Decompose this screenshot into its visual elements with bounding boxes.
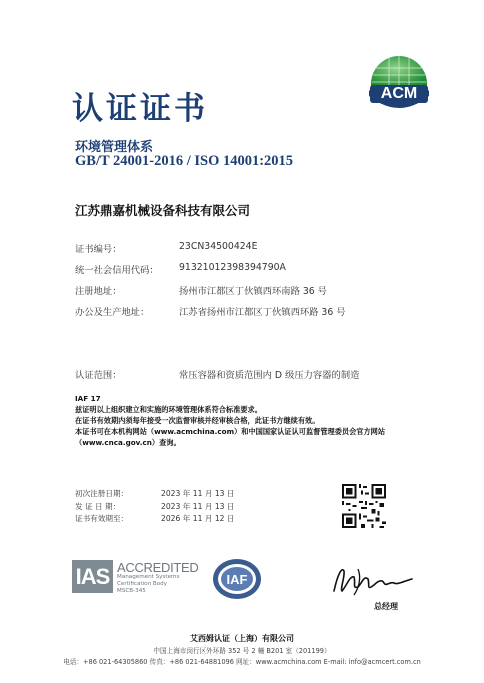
acm-logo <box>361 44 437 120</box>
footer-company: 艾西姆认证（上海）有限公司 <box>190 634 294 643</box>
signatory-title: 总经理 <box>374 602 398 611</box>
date-value: 2023 年 11 月 13 日 <box>161 489 235 498</box>
scope-value: 常压容器和资质范围内 D 级压力容器的制造 <box>179 370 360 381</box>
iaf-mark-text: IAF <box>226 572 248 587</box>
management-system-name: 环境管理体系 <box>75 140 154 155</box>
detail-value: 23CN34500424E <box>179 241 258 252</box>
acm-logo-text: ACM <box>370 85 428 103</box>
dates-block <box>75 488 235 526</box>
signature-icon <box>328 561 418 597</box>
standard-code: GB/T 24001-2016 / ISO 14001:2015 <box>75 153 294 169</box>
note-line: 兹证明以上组织建立和实施的环境管理体系符合标准要求。 <box>75 405 262 414</box>
note-line: 在证书有效期内须每年接受一次监督审核并经审核合格，此证书方继续有效。 <box>75 416 320 425</box>
footer-contact: 电话：+86 021-64305860 传真：+86 021-64881096 网址：www.acmchina.com E-mail: info@acmcert.com.cn <box>63 658 421 666</box>
company-name: 江苏鼎嘉机械设备科技有限公司 <box>75 203 251 218</box>
date-label: 证书有效期至： <box>75 514 129 523</box>
note-line: 本证书可在本机构网站（www.acmchina.com）和中国国家认证认可监督管理委员会官方网站 <box>75 427 386 436</box>
ias-line: MSCB-345 <box>117 588 146 594</box>
date-value: 2023 年 11 月 13 日 <box>161 501 235 511</box>
detail-label: 统一社会信用代码： <box>75 265 159 276</box>
detail-value: 江苏省扬州市江都区丁伙镇西环路 36 号 <box>179 307 346 318</box>
detail-label: 证书编号： <box>75 244 122 255</box>
date-label: 发 证 日 期： <box>75 501 121 511</box>
certificate-notes <box>75 393 395 448</box>
date-value: 2026 年 11 月 12 日 <box>161 514 235 523</box>
date-row <box>75 501 235 514</box>
detail-label: 办公及生产地址： <box>75 307 150 318</box>
date-row <box>75 513 235 526</box>
ias-accredited-label: ACCREDITED <box>117 560 199 575</box>
note-line: （www.cnca.gov.cn）查询。 <box>75 438 181 447</box>
ias-line: Certification Body <box>117 581 168 587</box>
detail-value: 扬州市江都区丁伙镇西环南路 36 号 <box>179 286 327 297</box>
footer-address: 中国上海市闵行区外环路 352 号 2 幢 B201 室（201199） <box>153 647 331 655</box>
ias-logo: IAS <box>72 560 113 593</box>
detail-value: 91321012398394790A <box>179 262 286 273</box>
detail-label: 注册地址： <box>75 286 122 297</box>
date-label: 初次注册日期： <box>75 489 129 498</box>
note-line: IAF 17 <box>75 394 101 403</box>
iaf-mla-icon <box>212 558 262 600</box>
qr-code-icon <box>342 484 386 528</box>
certificate-title: 认证证书 <box>72 91 208 127</box>
scope-label: 认证范围： <box>75 370 122 381</box>
date-row <box>75 488 235 501</box>
ias-line: Management Systems <box>117 574 180 580</box>
